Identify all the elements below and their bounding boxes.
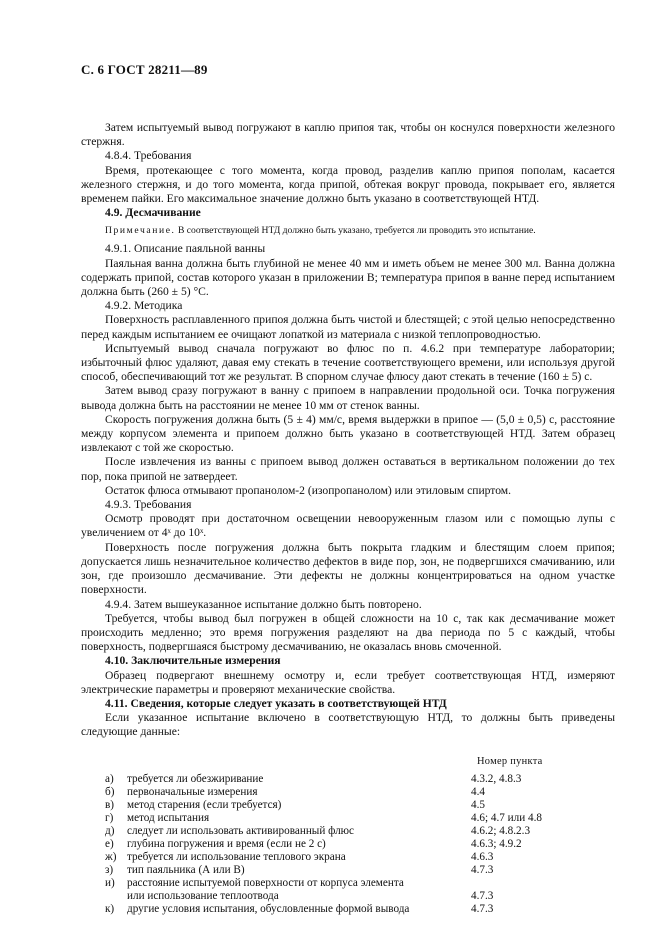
item-text: требуется ли обезжиривание <box>127 772 264 785</box>
item-number: 4.7.3 <box>471 890 494 903</box>
item-text: первоначальные измерения <box>127 785 258 798</box>
item-letter: г) <box>105 811 114 824</box>
item-letter: з) <box>105 864 114 877</box>
paragraph: Осмотр проводят при достаточном освещении невооруженным глазом или с помощью лупы с увеличением от 4ˣ до 10ˣ. <box>81 512 615 540</box>
list-item <box>81 838 615 851</box>
item-number: 4.6.3 <box>471 851 494 864</box>
item-text: другие условия испытания, обусловленные формой вывода <box>127 903 410 916</box>
paragraph: Время, протекающее с того момента, когда провод, разделив каплю припоя пополам, касается железного стержня, и до того момента, когда припой, обтекая вокруг провода, покрывает его, является временем пайки. Его максимальное значение должно быть указано в соответствующей НТД. <box>81 163 615 206</box>
paragraph: Поверхность после погружения должна быть покрыта гладким и блестящим слоем припоя; допускается лишь незначительное количество дефектов в виде пор, зон, не подвергшихся смачиванию, или зон, где произошло десмачивание. Эти дефекты не должны концентрироваться на одном участке поверхности. <box>81 540 615 597</box>
item-number: 4.3.2, 4.8.3 <box>471 772 522 785</box>
list-item <box>81 799 615 812</box>
paragraph: Поверхность расплавленного припоя должна быть чистой и блестящей; с этой целью непосредственно перед каждым испытанием ее очищают лопаткой из материала с низкой теплопроводностью. <box>81 313 615 341</box>
page-header: С. 6 ГОСТ 28211—89 <box>81 62 208 77</box>
item-number: 4.6.2; 4.8.2.3 <box>471 824 531 837</box>
list-item <box>81 864 615 877</box>
item-letter: б) <box>105 785 115 798</box>
document-body <box>81 121 615 917</box>
list-item <box>81 903 615 916</box>
item-number: 4.7.3 <box>471 903 494 916</box>
item-number: 4.6; 4.7 или 4.8 <box>471 811 543 824</box>
list-item <box>81 890 615 903</box>
item-letter <box>81 890 127 903</box>
paragraph: Затем испытуемый вывод погружают в каплю припоя так, чтобы он коснулся поверхности железного стержня. <box>81 121 615 149</box>
item-letter: а) <box>105 772 114 785</box>
item-number: 4.6.3; 4.9.2 <box>471 838 522 850</box>
item-number <box>471 877 615 890</box>
item-number: 4.7.3 <box>471 864 494 877</box>
paragraph: Скорость погружения должна быть (5 ± 4) мм/с, время выдержки в припое — (5,0 ± 0,5) с, расстояние между корпусом элемента и припоем должно быть указано в соответствующей НТД. Затем образец извлекают с той же скоростью. <box>81 412 615 455</box>
note-text: В соответствующей НТД должно быть указано, требуется ли проводить это испытание. <box>175 225 536 237</box>
paragraph: 4.9.2. Методика <box>105 299 183 313</box>
paragraph: Паяльная ванна должна быть глубиной не менее 40 мм и иметь объем не менее 300 мл. Ванна должна содержать припой, состав которого указан в приложении В; температура припоя в ванне перед испытанием должна быть (260 ± 5) °С. <box>81 256 615 299</box>
item-number: 4.5 <box>471 798 485 811</box>
item-text: следует ли использовать активированный флюс <box>127 824 354 837</box>
list-item <box>81 773 615 786</box>
item-text: тип паяльника (А или В) <box>127 864 245 877</box>
paragraph: Затем вывод сразу погружают в ванну с припоем в направлении продольной оси. Точка погружения вывода должна быть на расстоянии не менее 10 мм от стенок ванны. <box>81 384 615 412</box>
section-heading: 4.10. Заключительные измерения <box>105 654 281 668</box>
list-item <box>81 786 615 799</box>
item-text: расстояние испытуемой поверхности от корпуса элемента <box>127 877 404 890</box>
section-heading: 4.11. Сведения, которые следует указать в соответствующей НТД <box>105 696 447 710</box>
list-item <box>81 851 615 864</box>
item-text: метод старения (если требуется) <box>127 798 282 811</box>
item-text: глубина погружения и время (если не 2 с) <box>127 838 326 850</box>
item-text: или использование теплоотвода <box>127 890 279 903</box>
paragraph: 4.9.1. Описание паяльной ванны <box>105 242 266 256</box>
paragraph: 4.8.4. Требования <box>105 149 192 163</box>
item-letter: д) <box>105 824 115 837</box>
item-text: требуется ли использование теплового экрана <box>127 851 346 864</box>
item-text: метод испытания <box>127 811 210 824</box>
paragraph: После извлечения из ванны с припоем вывод должен оставаться в вертикальном положении до тех пор, пока припой не затвердеет. <box>81 455 615 483</box>
paragraph: Остаток флюса отмывают пропанолом-2 (изопропанолом) или этиловым спиртом. <box>105 483 512 497</box>
paragraph: Образец подвергают внешнему осмотру и, если требует соответствующая НТД, измеряют электрические параметры и проверяют механические свойства. <box>81 668 615 696</box>
list-item <box>81 812 615 825</box>
item-letter: е) <box>105 838 114 850</box>
item-letter: в) <box>105 798 115 811</box>
item-letter: ж) <box>105 851 117 864</box>
item-number: 4.4 <box>471 785 485 798</box>
section-heading: 4.9. Десмачивание <box>105 206 201 220</box>
list-item <box>81 877 615 890</box>
note <box>81 224 615 237</box>
note-label: Примечание. <box>105 225 176 237</box>
paragraph: Испытуемый вывод сначала погружают во флюс по п. 4.6.2 при температуре лаборатории; избыточный флюс удаляют, давая ему стекать в течение соответствующего времени, или используя другой способ, обеспечивающий тот же результат. В спорном случае флюсу дают стекать в течение (160 ± 5) с. <box>81 341 615 384</box>
list-item <box>81 825 615 838</box>
paragraph: 4.9.3. Требования <box>105 498 192 512</box>
list-header: Номер пункта <box>477 755 543 767</box>
item-letter: к) <box>105 903 115 916</box>
paragraph: 4.9.4. Затем вышеуказанное испытание должно быть повторено. <box>105 597 422 611</box>
paragraph: Если указанное испытание включено в соответствующую НТД, то должны быть приведены следующие данные: <box>81 711 615 739</box>
item-letter: и) <box>105 877 115 890</box>
paragraph: Требуется, чтобы вывод был погружен в общей сложности на 10 с, так как десмачивание может происходить медленно; это время погружения разделяют на два периода по 5 с каждый, чтобы поверхность, подвергшаяся быстрому десмачиванию, не оказалась вновь смоченной. <box>81 611 615 654</box>
